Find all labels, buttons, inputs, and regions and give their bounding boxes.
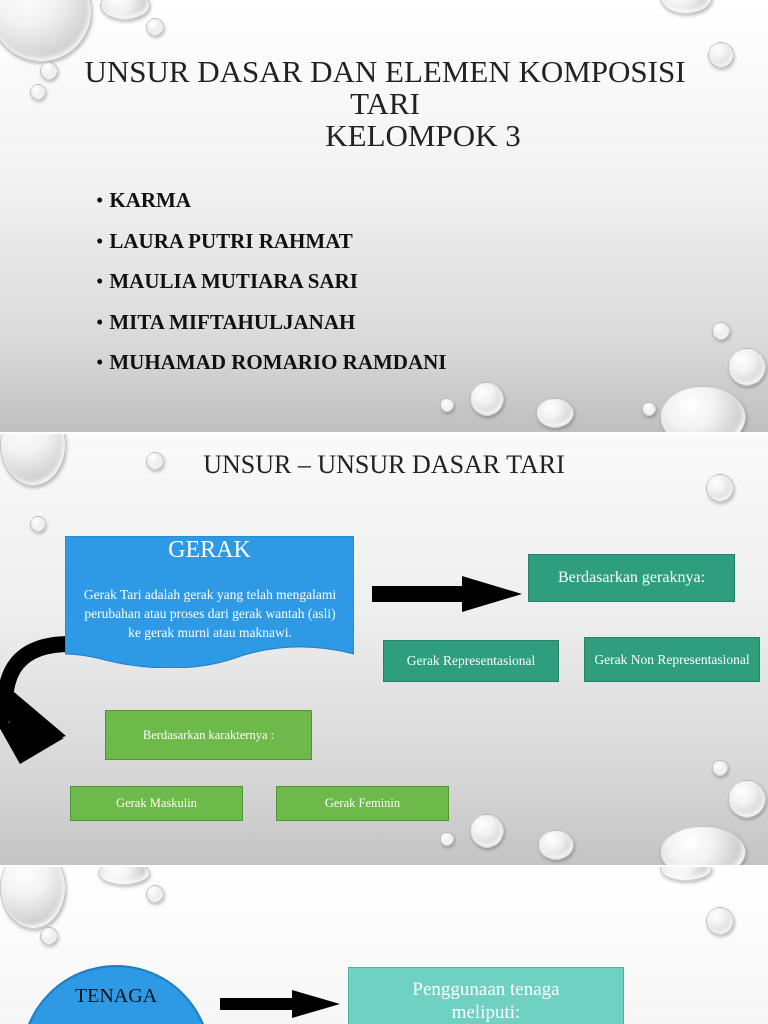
berdasarkan-gerak-label: Berdasarkan geraknya: xyxy=(557,569,706,586)
slide-3 xyxy=(0,867,768,1024)
gerak-feminin-label: Gerak Feminin xyxy=(324,796,401,810)
water-drop xyxy=(100,0,150,20)
water-drop xyxy=(470,814,504,848)
tenaga-circle xyxy=(21,965,211,1024)
member-name: LAURA PUTRI RAHMAT xyxy=(109,228,353,253)
list-item xyxy=(96,306,446,347)
berdasarkan-karakter-label: Berdasarkan karakternya : xyxy=(142,727,275,742)
penggunaan-tenaga-label: Penggunaan tenaga meliputi: xyxy=(412,979,560,1023)
water-drop xyxy=(98,867,150,885)
water-drop xyxy=(146,885,164,903)
water-drop xyxy=(660,0,712,14)
gerak-description: Gerak Tari adalah gerak yang telah mengalami perubahan atau proses dari gerak wantah (asli) ke gerak murni atau maknawi. xyxy=(83,587,337,640)
water-drop xyxy=(708,42,734,68)
gerak-maskulin-label: Gerak Maskulin xyxy=(116,796,197,810)
bullet: • xyxy=(96,309,104,334)
water-drop xyxy=(146,18,164,36)
gerak-representasional-label: Gerak Representasional xyxy=(406,653,536,668)
water-drop xyxy=(660,386,746,432)
tenaga-label: TENAGA xyxy=(74,985,158,1007)
member-list xyxy=(96,184,446,387)
water-drop xyxy=(660,826,746,865)
water-drop xyxy=(470,382,504,416)
water-drop xyxy=(642,402,656,416)
member-name: MAULIA MUTIARA SARI xyxy=(109,269,358,293)
title-line-2: TARI xyxy=(350,86,420,121)
water-drop xyxy=(728,348,766,386)
slide-1 xyxy=(0,0,768,432)
water-drop xyxy=(0,0,92,62)
water-drop xyxy=(440,832,454,846)
gerak-non-representasional-box xyxy=(584,637,760,682)
member-name: MUHAMAD ROMARIO RAMDANI xyxy=(109,350,447,374)
bullet: • xyxy=(96,228,104,253)
water-drop xyxy=(706,907,734,935)
gerak-representasional-box xyxy=(383,640,559,682)
bullet: • xyxy=(96,269,104,293)
water-drop xyxy=(440,398,454,412)
right-arrow xyxy=(220,990,342,1018)
water-drop xyxy=(538,830,574,860)
penggunaan-tenaga-box xyxy=(348,967,624,1024)
water-drop xyxy=(728,780,766,818)
title-line-1: UNSUR DASAR DAN ELEMEN KOMPOSISI xyxy=(84,54,686,89)
water-drop xyxy=(30,84,46,100)
right-arrow xyxy=(372,576,524,612)
water-drop xyxy=(536,398,574,428)
water-drop xyxy=(40,62,58,80)
slide-2 xyxy=(0,434,768,865)
gerak-maskulin-box xyxy=(70,786,243,821)
list-item xyxy=(96,225,446,266)
water-drop xyxy=(712,760,728,776)
water-drop xyxy=(40,927,58,945)
water-drop xyxy=(712,322,730,340)
member-name: MITA MIFTAHULJANAH xyxy=(109,309,356,334)
title-line-3: KELOMPOK 3 xyxy=(325,118,521,153)
slide-2-title: UNSUR – UNSUR DASAR TARI xyxy=(203,450,565,479)
bullet: • xyxy=(96,188,104,212)
bullet: • xyxy=(96,350,104,374)
gerak-definition-shape xyxy=(65,536,354,668)
slide-1-title xyxy=(60,56,710,152)
water-drop xyxy=(30,516,46,532)
list-item xyxy=(96,265,446,306)
member-name: KARMA xyxy=(109,188,192,212)
list-item xyxy=(96,184,446,225)
water-drop xyxy=(0,867,66,929)
water-drop xyxy=(660,867,712,881)
gerak-non-representasional-label: Gerak Non Representasional xyxy=(594,651,750,667)
gerak-feminin-box xyxy=(276,786,449,821)
gerak-heading: GERAK xyxy=(168,537,251,563)
list-item xyxy=(96,346,446,387)
berdasarkan-karakter-box xyxy=(105,710,312,760)
berdasarkan-gerak-box xyxy=(528,554,735,602)
